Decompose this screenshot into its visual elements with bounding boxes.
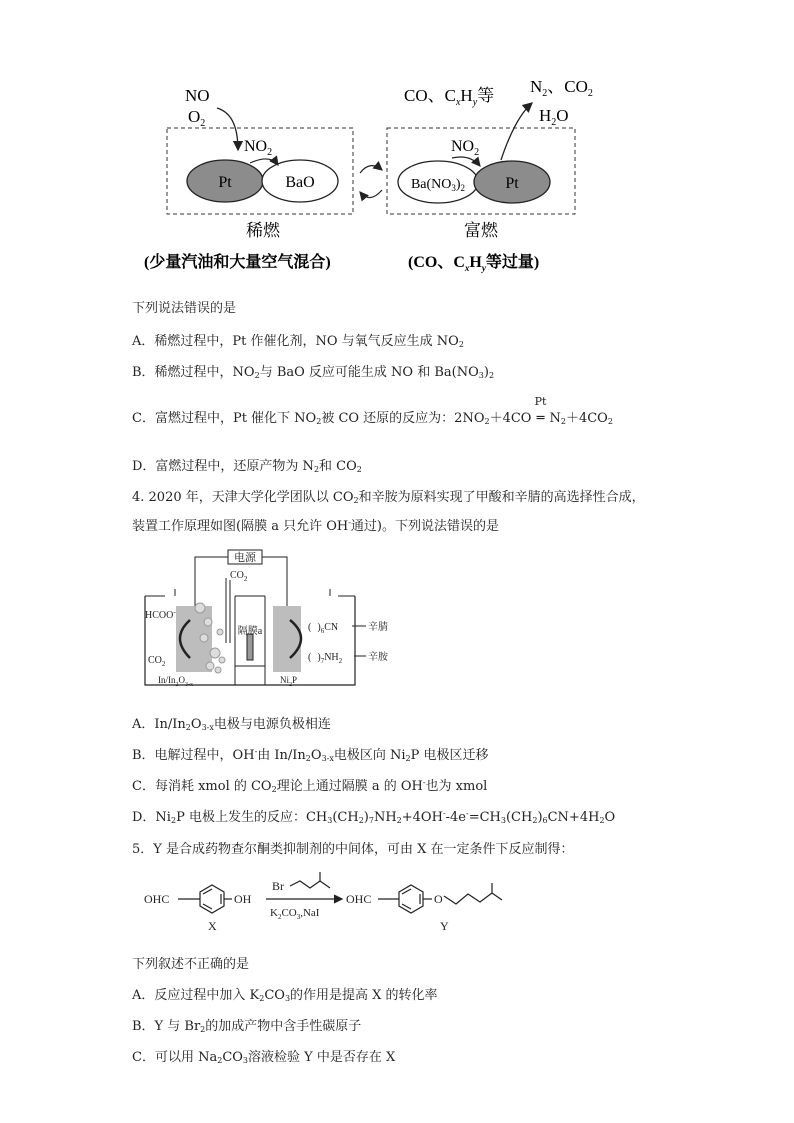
amine-label: 辛胺	[368, 652, 388, 663]
q4-option-b: B．电解过程中，OH-由 $In/In_2O_{3-x}$电极区向 $Ni_2P$ 电极区迁移	[132, 747, 489, 763]
q3-option-c: C．富燃过程中，Pt 催化下 $NO_2$被 CO 还原的反应为：$2NO_2+4CO$ Pt ═ $N_2+4CO_2$	[132, 395, 613, 426]
svg-text:OHC: OHC	[144, 892, 170, 906]
q5-option-a: A．反应过程中加入 $K_2CO_3$的作用是提高 X 的转化率	[132, 988, 438, 1003]
svg-text:OH: OH	[234, 892, 252, 906]
rich-label: 富燃	[464, 221, 498, 240]
svg-text:In/In2O3-x: $In/In_2O_{3-x}$	[158, 675, 193, 688]
svg-text:Br: Br	[272, 879, 284, 893]
rich-caption: (CO、$C_xH_y$等过量)	[408, 254, 540, 273]
svg-text:H2O: $H_2O$	[539, 106, 569, 128]
lean-label: 稀燃	[246, 221, 280, 240]
reaction-scheme	[140, 866, 540, 938]
svg-text:()7NH2: ( )$_7NH_2$	[308, 652, 343, 665]
svg-text:O: O	[434, 892, 443, 906]
svg-text:CO2: $CO_2$	[230, 570, 248, 583]
svg-text:()6CN: ( )$_6CN$	[308, 622, 339, 635]
svg-text:K2CO3,NaI: $K_2CO_3,NaI$	[270, 907, 320, 921]
svg-text:CO2: $CO_2$	[148, 655, 166, 668]
electrolysis-diagram	[140, 548, 410, 693]
membrane-label: 隔膜a	[237, 626, 263, 637]
q3-option-b: B．稀燃过程中，$NO_2$与 BaO 反应可能生成 NO 和 $Ba(NO_3)_2$	[132, 365, 495, 380]
lean-caption: (少量汽油和大量空气混合)	[144, 254, 331, 271]
svg-text:HCOO-: HCOO-	[145, 608, 176, 621]
power-label: 电源	[234, 552, 256, 564]
q5-option-c: C．可以用 $Na_2CO_3$溶液检验 Y 中是否存在 X	[132, 1050, 396, 1065]
q5-stem: 5．Y 是合成药物查尔酮类抑制剂的中间体，可由 X 在一定条件下反应制得：	[132, 842, 574, 857]
svg-text:Ni2P: $Ni_2P$	[280, 675, 298, 688]
x-label: X	[208, 919, 217, 933]
q3-option-d: D．富燃过程中，还原产物为 $N_2$和 $CO_2$	[132, 459, 362, 474]
svg-text:NO2: $NO_2$	[451, 138, 480, 158]
q3-option-a: A．稀燃过程中，Pt 作催化剂，NO 与氧气反应生成 $NO_2$	[132, 334, 464, 349]
svg-text:Ba(NO3)2: $Ba(NO_3)_2$	[410, 177, 466, 193]
q5-option-b: B．Y 与 $Br_2$的加成产物中含手性碳原子	[132, 1019, 362, 1034]
y-label: Y	[440, 919, 449, 933]
svg-text:CO、CxHy等: CO、$C_xH_y$等	[404, 86, 495, 108]
svg-text:NO2: $NO_2$	[244, 138, 273, 158]
svg-text:Pt: Pt	[218, 174, 232, 191]
nitrile-label: 辛腈	[368, 622, 388, 633]
q4-option-a: A．$In/In_2O_{3-x}$电极与电源负极相连	[132, 717, 331, 732]
combustion-diagram	[120, 78, 620, 278]
svg-text:BaO: BaO	[285, 174, 315, 191]
q5-ask: 下列叙述不正确的是	[132, 957, 250, 972]
svg-text:N2、CO2: $N_2$、$CO_2$	[530, 78, 593, 99]
svg-text:O2: $O_2$	[188, 107, 206, 129]
q4-option-d: D．$Ni_2P$ 电极上发生的反应：$CH_3(CH_2)_7NH_2+4OH^--4e^-=CH_3(CH_2)_6CN+4H_2O$	[132, 809, 616, 825]
q4-stem-line2: 装置工作原理如图(隔膜 a 只允许 OH-通过)。下列说法错误的是	[132, 518, 499, 534]
q4-option-c: C．每消耗 xmol 的 $CO_2$理论上通过隔膜 a 的 OH-也为 xmol	[132, 778, 488, 794]
q4-stem-line1: 4. 2020 年，天津大学化学团队以 $CO_2$和辛胺为原料实现了甲酸和辛腈的高选择性合成，	[132, 490, 645, 505]
svg-text:OHC: OHC	[346, 892, 372, 906]
svg-text:Pt: Pt	[505, 175, 519, 192]
q3-stem: 下列说法错误的是	[132, 301, 237, 316]
no-label: NO	[185, 86, 210, 105]
